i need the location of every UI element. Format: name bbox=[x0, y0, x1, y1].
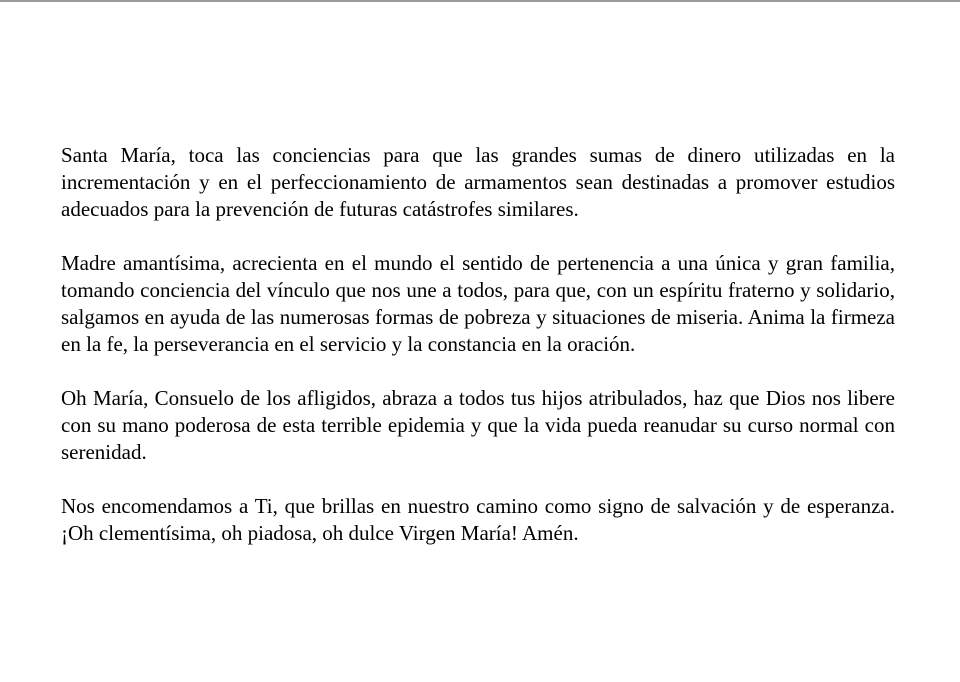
paragraph-3: Oh María, Consuelo de los afligidos, abraza a todos tus hijos atribulados, haz que Dios nos libere con su mano poderosa de esta terrible epidemia y que la vida pueda reanudar su curso normal con serenidad. bbox=[61, 386, 895, 464]
paragraph-4: Nos encomendamos a Ti, que brillas en nuestro camino como signo de salvación y de esperanza. ¡Oh clementísima, oh piadosa, oh dulce Virgen María! Amén. bbox=[61, 494, 895, 545]
paragraph-2: Madre amantísima, acrecienta en el mundo el sentido de pertenencia a una única y gran familia, tomando conciencia del vínculo que nos une a todos, para que, con un espíritu fraterno y solidario, salgamos en ayuda de las numerosas formas de pobreza y situaciones de miseria. Anima la firmeza en la fe, la perseverancia en el servicio y la constancia en la oración. bbox=[61, 251, 895, 356]
paragraph-1: Santa María, toca las conciencias para que las grandes sumas de dinero utilizadas en la incrementación y en el perfeccionamiento de armamentos sean destinadas a promover estudios adecuados para la prevención de futuras catástrofes similares. bbox=[61, 143, 895, 221]
prayer-text-body bbox=[61, 142, 895, 547]
